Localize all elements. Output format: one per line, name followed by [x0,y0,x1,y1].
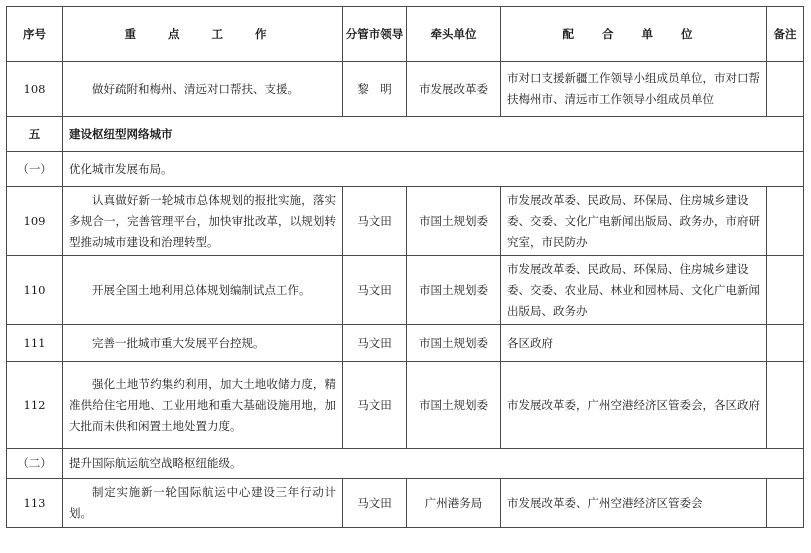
row-leader: 马文田 [343,362,407,449]
row-seq: 112 [7,362,63,449]
row-seq: 111 [7,325,63,362]
row-work: 认真做好新一轮城市总体规划的报批实施，落实多规合一，完善管理平台，加快审批改革，以规划转型推动城市建设和治理转型。 [63,187,343,256]
row-remarks [767,325,804,362]
row-remarks [767,62,804,117]
work-assignment-table [6,6,804,528]
table-row [7,256,804,325]
row-work: 做好疏附和梅州、清远对口帮扶、支援。 [63,62,343,117]
header-seq: 序号 [7,7,63,62]
row-remarks [767,256,804,325]
section-row [7,117,804,152]
row-coop-unit: 市发展改革委、民政局、环保局、住房城乡建设委、交委、文化广电新闻出版局、政务办，市府研究室，市民防办 [501,187,767,256]
row-work: 完善一批城市重大发展平台控规。 [63,325,343,362]
row-leader: 黎 明 [343,62,407,117]
table-row [7,62,804,117]
row-leader: 马文田 [343,256,407,325]
header-lead-unit: 牵头单位 [407,7,501,62]
row-coop-unit: 市发展改革委，广州空港经济区管委会，各区政府 [501,362,767,449]
section-title: 建设枢纽型网络城市 [63,117,804,152]
table-row [7,187,804,256]
row-lead-unit: 市国土规划委 [407,325,501,362]
row-work: 强化土地节约集约利用，加大土地收储力度，精准供给住宅用地、工业用地和重大基础设施用地，加大批而未供和闲置土地处置力度。 [63,362,343,449]
row-seq: 110 [7,256,63,325]
row-work: 开展全国土地利用总体规划编制试点工作。 [63,256,343,325]
row-remarks [767,479,804,528]
section-seq: 五 [7,117,63,152]
header-coop-unit: 配 合 单 位 [501,7,767,62]
row-leader: 马文田 [343,187,407,256]
header-remarks: 备注 [767,7,804,62]
table-header-row [7,7,804,62]
row-seq: 113 [7,479,63,528]
header-work: 重 点 工 作 [63,7,343,62]
subsection-row [7,449,804,479]
row-seq: 109 [7,187,63,256]
row-lead-unit: 市发展改革委 [407,62,501,117]
row-coop-unit: 市发展改革委、广州空港经济区管委会 [501,479,767,528]
row-lead-unit: 广州港务局 [407,479,501,528]
row-leader: 马文田 [343,325,407,362]
header-leader: 分管市领导 [343,7,407,62]
table-row [7,362,804,449]
row-work: 制定实施新一轮国际航运中心建设三年行动计划。 [63,479,343,528]
row-coop-unit: 市对口支援新疆工作领导小组成员单位，市对口帮扶梅州市、清远市工作领导小组成员单位 [501,62,767,117]
table-row [7,479,804,528]
subsection-title: 提升国际航运航空战略枢纽能级。 [63,449,804,479]
row-coop-unit: 市发展改革委、民政局、环保局、住房城乡建设委、交委、农业局、林业和园林局、文化广电新闻出版局、政务办 [501,256,767,325]
row-remarks [767,362,804,449]
subsection-title: 优化城市发展布局。 [63,152,804,187]
table-row [7,325,804,362]
row-seq: 108 [7,62,63,117]
subsection-seq: （二） [7,449,63,479]
row-coop-unit: 各区政府 [501,325,767,362]
row-lead-unit: 市国土规划委 [407,187,501,256]
row-leader: 马文田 [343,479,407,528]
subsection-row [7,152,804,187]
row-remarks [767,187,804,256]
row-lead-unit: 市国土规划委 [407,362,501,449]
row-lead-unit: 市国土规划委 [407,256,501,325]
subsection-seq: （一） [7,152,63,187]
